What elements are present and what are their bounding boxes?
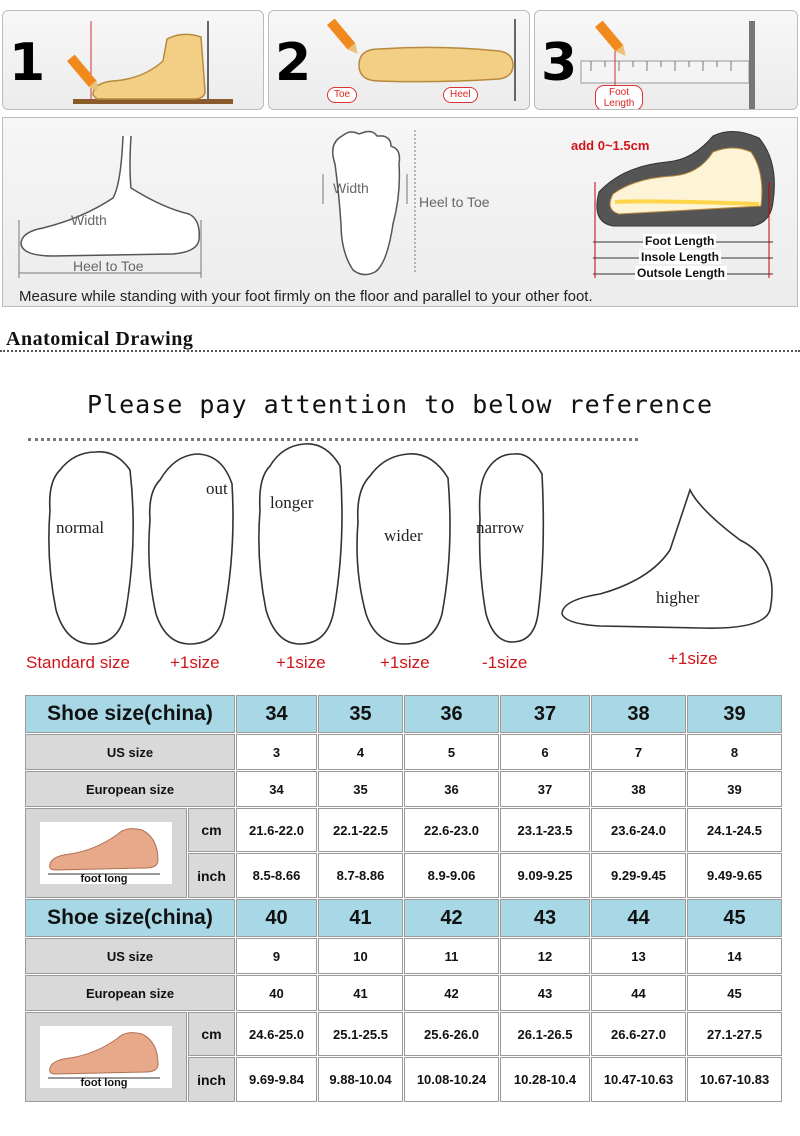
- step-panel-3: [534, 10, 798, 110]
- step-panel-1: [2, 10, 264, 110]
- eu-size-row: [25, 975, 783, 1012]
- toe-tag: Toe: [327, 87, 357, 103]
- us-size-label: US size: [25, 734, 236, 771]
- us-size: 5: [404, 734, 500, 771]
- eu-size-label: European size: [25, 771, 236, 808]
- size-note-longer: +1size: [276, 653, 326, 672]
- step-number: 1: [9, 33, 46, 93]
- foot-length-tag: Foot Length: [595, 85, 643, 110]
- eu-size: 43: [500, 975, 591, 1012]
- eu-size-row: [25, 771, 783, 808]
- inch-value: 9.29-9.45: [591, 853, 687, 899]
- foot-photo: [25, 808, 188, 899]
- insole-length-label: Insole Length: [641, 250, 719, 264]
- inch-value: 10.08-10.24: [404, 1057, 500, 1103]
- eu-size: 38: [591, 771, 687, 808]
- size-table: [24, 694, 783, 1103]
- cm-value: 25.1-25.5: [318, 1012, 404, 1057]
- china-size-header: Shoe size(china): [25, 899, 236, 938]
- size-note-out: +1size: [170, 653, 220, 672]
- shoe-add-label: add 0~1.5cm: [571, 138, 650, 153]
- us-size-row: [25, 734, 783, 771]
- top-width-label: Width: [333, 180, 369, 196]
- cm-label: cm: [188, 1012, 236, 1057]
- heel-tag: Heel: [443, 87, 478, 103]
- us-size: 7: [591, 734, 687, 771]
- cm-row: [25, 1012, 783, 1057]
- inch-value: 8.9-9.06: [404, 853, 500, 899]
- cm-value: 24.6-25.0: [236, 1012, 318, 1057]
- china-size: 45: [687, 899, 783, 938]
- foot-photo: [25, 1012, 188, 1103]
- outsole-length-label: Outsole Length: [637, 266, 725, 280]
- step-number: 3: [541, 33, 578, 93]
- inch-value: 9.69-9.84: [236, 1057, 318, 1103]
- step-number: 2: [275, 33, 312, 93]
- cm-value: 24.1-24.5: [687, 808, 783, 853]
- us-size-row: [25, 938, 783, 975]
- header-row: [25, 695, 783, 734]
- side-heel-toe-label: Heel to Toe: [73, 258, 144, 274]
- size-note-wider: +1size: [380, 653, 430, 672]
- foot-label-higher: higher: [656, 588, 700, 607]
- size-note-higher: +1size: [668, 649, 718, 668]
- inch-value: 10.28-10.4: [500, 1057, 591, 1103]
- cm-value: 25.6-26.0: [404, 1012, 500, 1057]
- foot-label-normal: normal: [56, 518, 105, 537]
- cm-value: 23.6-24.0: [591, 808, 687, 853]
- size-note-narrow: -1size: [482, 653, 528, 672]
- eu-size: 40: [236, 975, 318, 1012]
- cm-value: 27.1-27.5: [687, 1012, 783, 1057]
- china-size: 40: [236, 899, 318, 938]
- cm-value: 21.6-22.0: [236, 808, 318, 853]
- foot-label-out: out: [206, 479, 228, 498]
- eu-size-label: European size: [25, 975, 236, 1012]
- china-size-header: Shoe size(china): [25, 695, 236, 734]
- size-note-normal: Standard size: [26, 653, 130, 672]
- inch-value: 8.7-8.86: [318, 853, 404, 899]
- us-size: 3: [236, 734, 318, 771]
- inch-value: 10.47-10.63: [591, 1057, 687, 1103]
- us-size: 12: [500, 938, 591, 975]
- eu-size: 36: [404, 771, 500, 808]
- divider: [0, 350, 800, 352]
- reference-title: Please pay attention to below reference: [87, 390, 713, 419]
- foot-photo-illustration: [36, 1022, 176, 1092]
- cm-value: 26.1-26.5: [500, 1012, 591, 1057]
- inch-value: 10.67-10.83: [687, 1057, 783, 1103]
- cm-value: 22.6-23.0: [404, 808, 500, 853]
- step-panel-2: [268, 10, 530, 110]
- inch-value: 9.88-10.04: [318, 1057, 404, 1103]
- us-size-label: US size: [25, 938, 236, 975]
- eu-size: 45: [687, 975, 783, 1012]
- eu-size: 41: [318, 975, 404, 1012]
- measure-panel: [2, 117, 798, 307]
- china-size: 42: [404, 899, 500, 938]
- inch-value: 8.5-8.66: [236, 853, 318, 899]
- top-foot-diagram: [315, 124, 435, 280]
- foot-length-label: Foot Length: [645, 234, 715, 248]
- measure-note: Measure while standing with your foot firmly on the floor and parallel to your other foot.: [19, 288, 593, 305]
- foot-label-narrow: narrow: [476, 518, 525, 537]
- inch-label: inch: [188, 853, 236, 899]
- side-width-label: Width: [71, 212, 107, 228]
- china-size: 34: [236, 695, 318, 734]
- eu-size: 39: [687, 771, 783, 808]
- china-size: 39: [687, 695, 783, 734]
- china-size: 35: [318, 695, 404, 734]
- china-size: 37: [500, 695, 591, 734]
- inch-value: 9.49-9.65: [687, 853, 783, 899]
- us-size: 9: [236, 938, 318, 975]
- header-row: [25, 899, 783, 938]
- eu-size: 42: [404, 975, 500, 1012]
- foot-long-caption: foot long: [80, 1077, 128, 1089]
- us-size: 6: [500, 734, 591, 771]
- cm-label: cm: [188, 808, 236, 853]
- eu-size: 35: [318, 771, 404, 808]
- top-heel-toe-label: Heel to Toe: [419, 194, 490, 210]
- eu-size: 34: [236, 771, 318, 808]
- cm-value: 26.6-27.0: [591, 1012, 687, 1057]
- foot-side-illustration: [63, 21, 263, 106]
- cm-value: 23.1-23.5: [500, 808, 591, 853]
- eu-size: 44: [591, 975, 687, 1012]
- side-foot-diagram: [13, 128, 213, 278]
- cm-value: 22.1-22.5: [318, 808, 404, 853]
- foot-label-wider: wider: [384, 526, 423, 545]
- china-size: 36: [404, 695, 500, 734]
- us-size: 4: [318, 734, 404, 771]
- inch-value: 9.09-9.25: [500, 853, 591, 899]
- anatomical-title: Anatomical Drawing: [6, 328, 194, 350]
- us-size: 10: [318, 938, 404, 975]
- cm-row: [25, 808, 783, 853]
- china-size: 41: [318, 899, 404, 938]
- eu-size: 37: [500, 771, 591, 808]
- foot-long-caption: foot long: [80, 873, 128, 885]
- foot-label-longer: longer: [270, 493, 314, 512]
- us-size: 8: [687, 734, 783, 771]
- us-size: 13: [591, 938, 687, 975]
- china-size: 38: [591, 695, 687, 734]
- china-size: 43: [500, 899, 591, 938]
- us-size: 14: [687, 938, 783, 975]
- inch-label: inch: [188, 1057, 236, 1103]
- foot-photo-illustration: [36, 818, 176, 888]
- china-size: 44: [591, 899, 687, 938]
- us-size: 11: [404, 938, 500, 975]
